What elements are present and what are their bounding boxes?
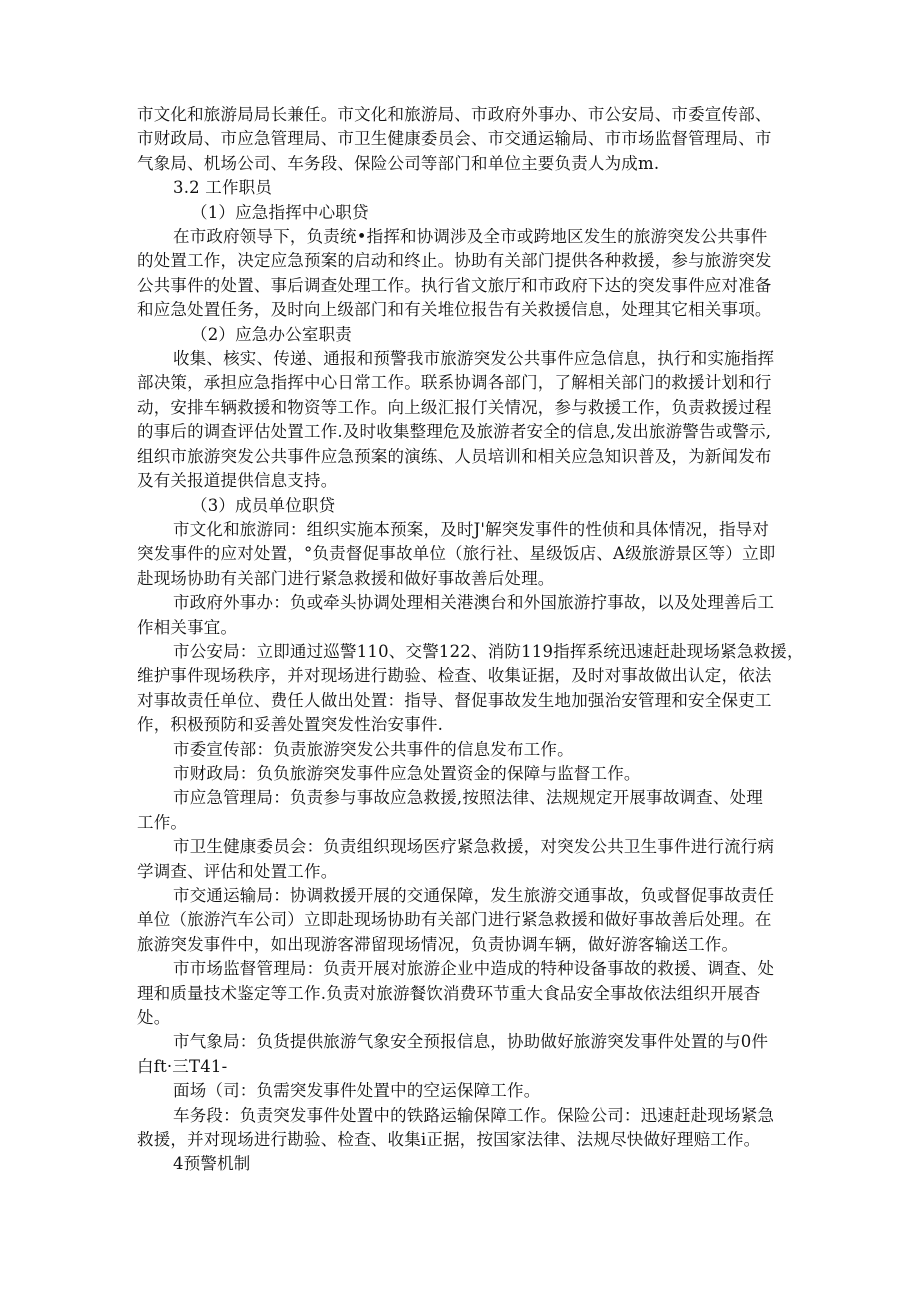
subsection-heading: （3）成员单位职贷 bbox=[191, 495, 336, 515]
text-line: 作相关事宜。 bbox=[137, 617, 238, 637]
text-line: 市文化和旅游同：组织实施本预案，及时J'解突发事件的性侦和具体情况，指导对 bbox=[173, 519, 770, 539]
text-line: 公共事件的处置、事后调查处理工作。执行省文旅厅和市政府下达的突发事件应对准备 bbox=[137, 275, 772, 295]
subsection-heading: （2）应急办公室职责 bbox=[191, 324, 352, 344]
text-line: 白ft·三T41- bbox=[137, 1056, 228, 1076]
text-line: 市政府外事办：负或牵头协调处理相关港澳台和外国旅游拧事故，以及处理善后工 bbox=[173, 593, 775, 613]
subsection-heading: （1）应急指挥中心职贷 bbox=[191, 202, 369, 222]
text-line: 赴现场协助有关部门进行紧急救援和做好事故善后处理。 bbox=[137, 568, 555, 588]
text-line: 及有关报道提供信息支持。 bbox=[137, 471, 338, 491]
text-line: 工作。 bbox=[137, 812, 188, 832]
text-line: 动，安排车辆救援和物资等工作。向上级汇报仃关情况，参与救援工作，负责救援过程 bbox=[137, 397, 772, 417]
text-line: 市财政局、市应急管理局、市卫生健康委员会、市交通运输局、市市场监督管理局、市 bbox=[137, 129, 772, 149]
text-line: 车务段：负责突发事件处置中的铁路运输保障工作。保险公司：迅速赶赴现场紧急 bbox=[173, 1105, 775, 1125]
text-line: 4预警机制 bbox=[173, 1154, 251, 1174]
text-line: 作，积极预防和妥善处置突发性治安事件. bbox=[137, 715, 444, 735]
text-line: 的事后的调查评估处置工作.及时收集整理危及旅游者安全的信息,发出旅游警告或警示, bbox=[137, 422, 772, 442]
text-line: 市卫生健康委员会：负责组织现场医疗紧急救援，对突发公共卫生事件进行流行病 bbox=[173, 837, 775, 857]
text-line: 市气象局：负货提供旅游气象安全预报信息，协助做好旅游突发事件处置的与0件 bbox=[173, 1032, 769, 1052]
text-line: 处。 bbox=[137, 1008, 171, 1028]
text-line: 市文化和旅游局局长兼任。市文化和旅游局、市政府外事办、市公安局、市委宣传部、 bbox=[137, 105, 772, 124]
text-line: 突发事件的应对处置，°负责督促事故单位（旅行社、星级饭店、A级旅游景区等）立即 bbox=[137, 544, 776, 564]
text-line: 维护事件现场秩序，并对现场进行勘验、检查、收集证据，及时对事故做出认定，依法 bbox=[137, 666, 772, 686]
text-line: 市应急管理局：负责参与事故应急救援,按照法律、法规规定开展事故调查、处理 bbox=[173, 788, 763, 808]
text-line: 学调查、评估和处置工作。 bbox=[137, 861, 338, 881]
text-line: 市财政局：负负旅游突发事件应急处置资金的保障与监督工作。 bbox=[173, 763, 641, 783]
text-line: 市公安局：立即通过巡警110、交警122、消防119指挥系统迅速赶赴现场紧急救援， bbox=[173, 641, 804, 661]
document-page bbox=[137, 103, 804, 1177]
text-line: 市交通运输局：协调救援开展的交通保障，发生旅游交通事故，负或督促事故责任 bbox=[173, 886, 775, 905]
text-line: 在市政府领导下，负责统•指挥和协调涉及全市或跨地区发生的旅游突发公共事件 bbox=[173, 227, 768, 247]
text-line: 旅游突发事件中，如出现游客滞留现场情况，负责协调车辆，做好游客输送工作。 bbox=[137, 934, 739, 954]
text-line: 气象局、机场公司、车务段、保险公司等部门和单位主要负责人为成m. bbox=[137, 153, 660, 173]
section-heading: 3.2 工作职员 bbox=[173, 178, 273, 198]
text-line: 部决策，承担应急指挥中心日常工作。联系协调各部门，了解相关部门的救援计划和行 bbox=[137, 373, 772, 393]
text-line: 组织市旅游突发公共事件应急预案的演练、人员培训和相关应急知识普及，为新闻发布 bbox=[137, 446, 772, 466]
text-line: 理和质量技术鉴定等工作.负责对旅游餐饮消费环节重大食品安全事故依法组织开展杳 bbox=[137, 983, 761, 1003]
text-line: 市委宣传部：负责旅游突发公共事件的信息发布工作。 bbox=[173, 739, 574, 759]
text-line: 和应急处置任务，及时向上级部门和有关堆位报告有关救援信息，处理其它相关事项。 bbox=[137, 300, 772, 320]
text-line: 对事故责任单位、费任人做出处置：指导、督促事故发生地加强治安管理和安全保吏工 bbox=[137, 690, 772, 710]
text-line: 救援，并对现场进行勘验、检查、收集i正据，按国家法律、法规尽快做好理赔工作。 bbox=[137, 1130, 761, 1150]
text-line: 市市场监督管理局：负责开展对旅游企业中造成的特种设备事故的救援、调查、处 bbox=[173, 959, 775, 979]
text-line: 面场（司：负需突发事件处置中的空运保障工作。 bbox=[173, 1081, 541, 1101]
text-line: 收集、核实、传递、通报和预警我市旅游突发公共事件应急信息，执行和实施指挥 bbox=[173, 349, 775, 369]
text-line: 单位（旅游汽车公司）立即赴现场协助有关部门进行紧急救援和做好事故善后处理。在 bbox=[137, 910, 772, 930]
text-line: 的处置工作，决定应急预案的启动和终止。协助有关部门提供各种救援，参与旅游突发 bbox=[137, 251, 772, 271]
